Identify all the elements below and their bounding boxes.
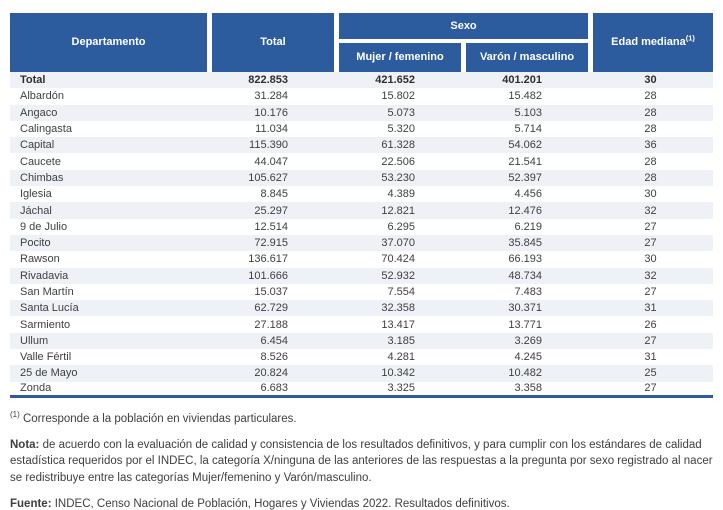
cell-varon: 5.103 bbox=[461, 105, 588, 121]
census-table-body bbox=[10, 72, 713, 398]
cell-mujer: 61.328 bbox=[334, 137, 461, 153]
cell-varon: 13.771 bbox=[508, 318, 543, 331]
cell-varon: 401.201 bbox=[461, 72, 588, 88]
table-row bbox=[10, 268, 713, 284]
cell-total: 6.683 bbox=[207, 382, 334, 398]
cell-departamento: Albardón bbox=[20, 90, 65, 103]
cell-departamento: Zonda bbox=[10, 382, 207, 398]
cell-mujer: 5.073 bbox=[334, 105, 461, 121]
cell-total: 105.627 bbox=[207, 170, 334, 186]
cell-mujer: 7.554 bbox=[387, 286, 415, 298]
cell-edad: 28 bbox=[644, 123, 657, 136]
cell-departamento: Ullum bbox=[10, 333, 207, 349]
cell-departamento: Pocito bbox=[10, 235, 207, 251]
table-row bbox=[10, 251, 713, 267]
cell-varon: 10.482 bbox=[461, 365, 588, 381]
cell-total: 62.729 bbox=[207, 300, 334, 316]
table-row bbox=[10, 365, 713, 381]
header-edad-mediana-label: Edad mediana bbox=[611, 36, 686, 49]
cell-departamento: Capital bbox=[10, 137, 207, 153]
cell-departamento: Calingasta bbox=[20, 123, 72, 136]
table-row bbox=[10, 300, 713, 316]
cell-total: 101.666 bbox=[207, 268, 334, 284]
cell-edad: 30 bbox=[644, 253, 657, 266]
header-edad-mediana-superscript: (1) bbox=[685, 33, 695, 43]
header-varon-masculino: Varón / masculino bbox=[461, 43, 588, 72]
cell-edad: 31 bbox=[588, 300, 713, 316]
cell-total: 72.915 bbox=[207, 235, 334, 251]
cell-varon: 4.245 bbox=[514, 351, 543, 364]
fuente-paragraph bbox=[10, 498, 713, 510]
cell-departamento: Caucete bbox=[20, 155, 61, 168]
cell-varon: 3.269 bbox=[461, 333, 588, 349]
cell-total: 8.845 bbox=[260, 188, 288, 201]
cell-departamento: Sarmiento bbox=[20, 318, 71, 331]
cell-departamento: 25 de Mayo bbox=[10, 365, 207, 381]
cell-mujer: 421.652 bbox=[334, 72, 461, 88]
cell-varon: 15.482 bbox=[508, 90, 543, 103]
header-edad-mediana bbox=[588, 13, 713, 72]
cell-varon: 21.541 bbox=[508, 155, 543, 168]
cell-varon: 7.483 bbox=[514, 286, 543, 298]
cell-varon: 48.734 bbox=[461, 268, 588, 284]
table-row bbox=[10, 284, 713, 300]
cell-total: 136.617 bbox=[248, 253, 288, 266]
cell-total: 822.853 bbox=[207, 72, 334, 88]
table-row bbox=[10, 333, 713, 349]
cell-departamento: 9 de Julio bbox=[20, 220, 68, 233]
cell-departamento: Chimbas bbox=[10, 170, 207, 186]
cell-mujer: 5.320 bbox=[387, 123, 415, 136]
cell-departamento: Rivadavia bbox=[10, 268, 207, 284]
cell-departamento: Santa Lucía bbox=[10, 300, 207, 316]
cell-total: 11.034 bbox=[255, 123, 288, 136]
table-row bbox=[10, 382, 713, 398]
cell-edad: 27 bbox=[588, 382, 713, 398]
cell-total: 25.297 bbox=[207, 202, 334, 218]
cell-departamento: Total bbox=[10, 72, 207, 88]
cell-edad: 31 bbox=[644, 351, 657, 364]
table-row bbox=[10, 153, 713, 169]
cell-varon: 4.456 bbox=[514, 188, 543, 201]
cell-mujer: 4.281 bbox=[387, 351, 415, 364]
cell-mujer: 15.802 bbox=[381, 90, 415, 103]
table-row bbox=[10, 202, 713, 218]
cell-varon: 54.062 bbox=[461, 137, 588, 153]
cell-varon: 30.371 bbox=[461, 300, 588, 316]
cell-mujer: 22.506 bbox=[381, 155, 415, 168]
cell-mujer: 37.070 bbox=[334, 235, 461, 251]
cell-total: 12.514 bbox=[254, 220, 288, 233]
table-row bbox=[10, 121, 713, 137]
cell-edad: 27 bbox=[644, 286, 657, 298]
cell-edad: 28 bbox=[588, 105, 713, 121]
cell-mujer: 3.185 bbox=[334, 333, 461, 349]
cell-edad: 27 bbox=[588, 333, 713, 349]
cell-mujer: 6.295 bbox=[387, 220, 415, 233]
table-row bbox=[10, 170, 713, 186]
header-sexo-group: Sexo bbox=[334, 13, 588, 43]
cell-edad: 32 bbox=[588, 268, 713, 284]
cell-departamento: Jáchal bbox=[10, 202, 207, 218]
fuente-text: INDEC, Censo Nacional de Población, Hogares y Viviendas 2022. Resultados definitivos. bbox=[51, 498, 510, 510]
header-total: Total bbox=[207, 13, 334, 72]
cell-varon: 66.193 bbox=[508, 253, 543, 266]
cell-total: 15.037 bbox=[254, 286, 288, 298]
fuente-label: Fuente: bbox=[10, 498, 52, 510]
cell-edad: 36 bbox=[588, 137, 713, 153]
footnote-text: Corresponde a la población en viviendas particulares. bbox=[19, 412, 297, 425]
cell-mujer: 4.389 bbox=[387, 188, 415, 201]
table-row bbox=[10, 186, 713, 202]
cell-edad: 26 bbox=[644, 318, 657, 331]
table-header bbox=[10, 13, 713, 72]
cell-edad: 30 bbox=[588, 72, 713, 88]
footnote bbox=[10, 410, 713, 425]
cell-departamento: Rawson bbox=[20, 253, 60, 266]
cell-mujer: 13.417 bbox=[381, 318, 415, 331]
cell-mujer: 32.358 bbox=[334, 300, 461, 316]
header-mujer-femenino: Mujer / femenino bbox=[334, 43, 461, 72]
cell-total: 10.176 bbox=[207, 105, 334, 121]
cell-total: 44.047 bbox=[254, 155, 288, 168]
cell-varon: 35.845 bbox=[461, 235, 588, 251]
cell-edad: 30 bbox=[644, 188, 657, 201]
header-departamento: Departamento bbox=[10, 13, 207, 72]
table-row bbox=[10, 88, 713, 104]
nota-paragraph bbox=[10, 437, 713, 487]
cell-departamento: Valle Fértil bbox=[20, 351, 72, 364]
cell-edad: 28 bbox=[644, 90, 657, 103]
cell-mujer: 3.325 bbox=[334, 382, 461, 398]
cell-varon: 12.476 bbox=[461, 202, 588, 218]
cell-varon: 3.358 bbox=[461, 382, 588, 398]
cell-edad: 27 bbox=[588, 235, 713, 251]
cell-total: 8.526 bbox=[260, 351, 288, 364]
cell-edad: 25 bbox=[588, 365, 713, 381]
cell-edad: 28 bbox=[588, 170, 713, 186]
nota-text: de acuerdo con la evaluación de calidad y consistencia de los resultados definitivos, y para cumplir con los estándares de calidad estadística requeridos por el INDEC, la categoría X/ninguna de las anteriores de las respuestas a la pregunta por sexo registrado al nacer se redistribuye entre las categorías Mujer/femenino y Varón/masculino. bbox=[10, 438, 713, 484]
cell-mujer: 10.342 bbox=[334, 365, 461, 381]
table-row bbox=[10, 235, 713, 251]
cell-varon: 6.219 bbox=[514, 220, 543, 233]
cell-total: 6.454 bbox=[207, 333, 334, 349]
table-row bbox=[10, 137, 713, 153]
cell-edad: 28 bbox=[644, 155, 657, 168]
cell-varon: 5.714 bbox=[514, 123, 543, 136]
cell-departamento: Angaco bbox=[10, 105, 207, 121]
footnote-marker: (1) bbox=[10, 409, 20, 419]
cell-varon: 52.397 bbox=[461, 170, 588, 186]
cell-departamento: Iglesia bbox=[20, 188, 52, 201]
table-row bbox=[10, 219, 713, 235]
cell-total: 27.188 bbox=[254, 318, 288, 331]
table-row-total bbox=[10, 72, 713, 88]
cell-mujer: 52.932 bbox=[334, 268, 461, 284]
cell-total: 115.390 bbox=[207, 137, 334, 153]
table-row bbox=[10, 349, 713, 365]
table-row bbox=[10, 105, 713, 121]
cell-mujer: 12.821 bbox=[334, 202, 461, 218]
cell-mujer: 53.230 bbox=[334, 170, 461, 186]
cell-departamento: San Martín bbox=[20, 286, 74, 298]
cell-edad: 32 bbox=[588, 202, 713, 218]
table-row bbox=[10, 316, 713, 332]
cell-total: 20.824 bbox=[207, 365, 334, 381]
census-table bbox=[10, 13, 713, 398]
nota-label: Nota: bbox=[10, 438, 40, 451]
cell-total: 31.284 bbox=[254, 90, 288, 103]
cell-edad: 27 bbox=[644, 220, 657, 233]
cell-mujer: 70.424 bbox=[381, 253, 415, 266]
